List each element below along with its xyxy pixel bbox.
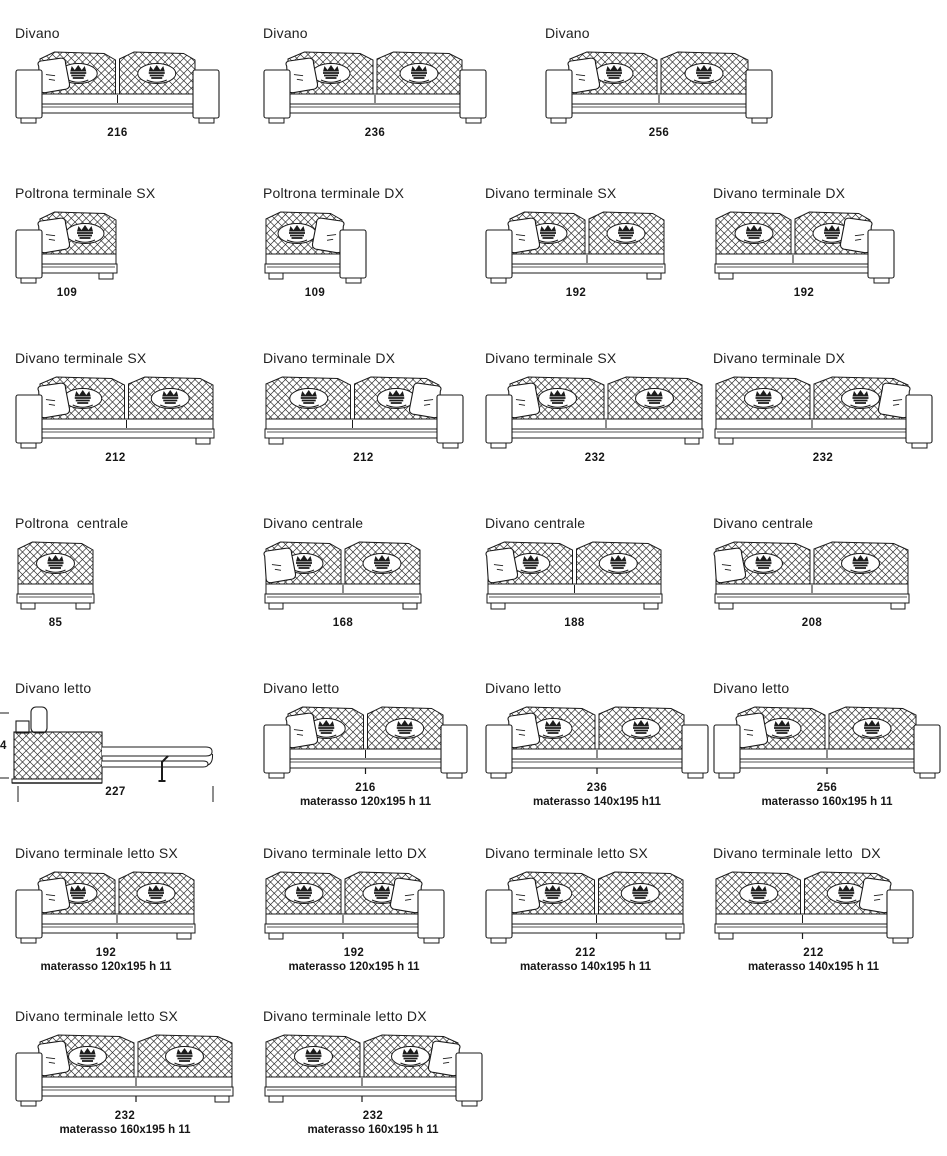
sofa-front-drawing xyxy=(713,702,941,780)
technical-drawing xyxy=(15,372,216,450)
sofa-front-drawing xyxy=(263,207,367,285)
product-label: Divano centrale xyxy=(713,515,814,531)
product-cell-divano-terminale-letto-dx xyxy=(263,1008,483,1140)
seat-and-base xyxy=(39,1077,233,1096)
technical-drawing xyxy=(15,537,96,615)
seat-and-base xyxy=(287,94,463,113)
technical-drawing xyxy=(15,1030,235,1108)
foot-left xyxy=(21,603,35,609)
crest-emblem xyxy=(745,554,783,574)
technical-drawing xyxy=(15,207,119,285)
width-dimension-label: 212 xyxy=(105,452,126,464)
armrest-right xyxy=(746,70,772,123)
crest-emblem xyxy=(534,884,572,904)
sofa-front-drawing xyxy=(263,372,464,450)
width-dimension-label: 212 xyxy=(353,452,374,464)
product-cell-divano-terminale-sx xyxy=(485,350,705,482)
armrest-left xyxy=(16,395,42,448)
seat-and-base xyxy=(715,254,871,273)
armrest-left xyxy=(486,395,512,448)
armrest-right xyxy=(914,725,940,778)
armrest-left xyxy=(486,890,512,943)
technical-drawing xyxy=(485,372,705,450)
product-cell-poltrona-centrale xyxy=(15,515,129,647)
sofa-front-drawing xyxy=(15,207,119,285)
crest-emblem xyxy=(386,719,424,739)
width-dimension-label: 232 xyxy=(812,452,834,464)
technical-drawing xyxy=(263,537,423,615)
width-dimension-label: 109 xyxy=(56,287,78,299)
width-dimension-label: 85 xyxy=(48,617,63,629)
mattress-spec-label: materasso 120x195 h 11 xyxy=(288,961,420,973)
foot-left xyxy=(269,603,283,609)
sofa-front-drawing xyxy=(485,207,667,285)
width-dimension-label: 236 xyxy=(364,127,386,139)
sofa-front-drawing xyxy=(15,47,220,125)
crest-emblem xyxy=(37,554,75,574)
crest-emblem xyxy=(312,64,350,84)
seat-and-base xyxy=(715,914,890,933)
product-cell-divano-terminale-sx xyxy=(15,350,216,482)
crest-emblem xyxy=(151,389,189,409)
armrest-left xyxy=(16,70,42,123)
width-dimension-label: 256 xyxy=(648,127,670,139)
product-cell-divano-terminale-letto-dx xyxy=(263,845,445,977)
seat-and-base xyxy=(487,584,662,603)
product-label: Poltrona terminale DX xyxy=(263,185,405,201)
crest-emblem xyxy=(842,554,880,574)
product-cell-divano-terminale-dx xyxy=(263,350,464,482)
product-cell-poltrona-terminale-sx xyxy=(15,185,156,317)
product-cell-divano-terminale-sx xyxy=(485,185,667,317)
product-label: Divano letto xyxy=(713,680,790,696)
mattress-spec-label: materasso 160x195 h 11 xyxy=(761,796,893,808)
throw-pillow xyxy=(264,548,296,584)
foot-right xyxy=(891,603,905,609)
sofa-front-drawing xyxy=(713,207,895,285)
seat-and-base xyxy=(265,584,421,603)
product-label: Divano terminale letto DX xyxy=(263,845,427,861)
sofa-front-drawing xyxy=(485,537,664,615)
product-label: Divano centrale xyxy=(485,515,586,531)
technical-drawing xyxy=(15,47,220,125)
foot-right xyxy=(685,438,699,444)
seat-and-base xyxy=(569,94,749,113)
width-dimension-label: 232 xyxy=(362,1110,384,1122)
mattress-spec-label: materasso 140x195 h 11 xyxy=(747,961,880,973)
crest-emblem xyxy=(685,64,723,84)
crest-emblem xyxy=(400,64,438,84)
crest-emblem xyxy=(137,884,175,904)
width-dimension-label: 212 xyxy=(803,947,824,959)
seat-and-base xyxy=(265,914,421,933)
crest-emblem xyxy=(534,719,572,739)
width-dimension-label: 232 xyxy=(114,1110,136,1122)
sofa-front-drawing xyxy=(545,47,773,125)
crest-emblem xyxy=(622,719,660,739)
crest-emblem xyxy=(740,884,778,904)
height-dimension-label: 4 xyxy=(0,740,7,752)
sofa-front-drawing xyxy=(15,867,197,945)
product-cell-divano-centrale xyxy=(485,515,664,647)
technical-drawing xyxy=(713,207,895,285)
product-cell-divano-terminale-letto-dx xyxy=(713,845,914,977)
width-dimension-label: 208 xyxy=(801,617,823,629)
product-cell-divano-letto xyxy=(263,680,468,812)
crest-emblem xyxy=(745,389,783,409)
armrest-right xyxy=(460,70,486,123)
width-dimension-label: 192 xyxy=(343,947,365,959)
technical-drawing xyxy=(263,47,487,125)
sofa-front-drawing xyxy=(485,372,705,450)
backrest-side-view xyxy=(12,707,102,783)
crest-emblem xyxy=(539,389,577,409)
crest-emblem xyxy=(512,554,550,574)
mattress-spec-label: materasso 160x195 h 11 xyxy=(59,1124,191,1136)
technical-drawing xyxy=(263,1030,483,1108)
technical-drawing xyxy=(15,867,197,945)
foot-left xyxy=(719,273,733,279)
product-cell-divano xyxy=(263,25,487,157)
foot-left xyxy=(269,438,283,444)
armrest-left xyxy=(264,725,290,778)
seat-and-base xyxy=(715,419,909,438)
crest-emblem xyxy=(295,1047,333,1067)
product-cell-divano-centrale xyxy=(713,515,911,647)
mattress-spec-label: materasso 120x195 h 11 xyxy=(40,961,172,973)
sofa-front-drawing xyxy=(263,537,423,615)
product-cell-divano xyxy=(15,25,220,157)
width-dimension-label: 256 xyxy=(816,782,838,794)
technical-drawing xyxy=(485,867,686,945)
product-cell-divano-terminale-letto-sx xyxy=(485,845,686,977)
foot-right xyxy=(647,273,661,279)
width-dimension-label: 216 xyxy=(107,127,128,139)
product-label: Divano terminale SX xyxy=(15,350,147,366)
product-label: Divano letto xyxy=(485,680,562,696)
product-label: Divano terminale letto DX xyxy=(713,845,881,861)
armrest-left xyxy=(264,70,290,123)
width-dimension-label: 192 xyxy=(565,287,587,299)
product-cell-divano-terminale-letto-sx xyxy=(15,845,197,977)
sofa-front-drawing xyxy=(15,537,96,615)
seat-and-base xyxy=(509,914,684,933)
crest-emblem xyxy=(599,554,637,574)
foot-left xyxy=(719,933,733,939)
product-label: Poltrona terminale SX xyxy=(15,185,156,201)
technical-drawing xyxy=(485,207,667,285)
armrest-right xyxy=(887,890,913,943)
sofa-front-drawing xyxy=(485,867,686,945)
foot-left xyxy=(269,1096,283,1102)
armrest-left xyxy=(486,725,512,778)
seat-and-base xyxy=(17,584,94,603)
armrest-right xyxy=(868,230,894,283)
sofa-front-drawing xyxy=(485,702,709,780)
mattress-spec-label: materasso 160x195 h 11 xyxy=(307,1124,439,1136)
crest-emblem xyxy=(363,554,401,574)
foot-right xyxy=(196,438,210,444)
sofa-front-drawing xyxy=(263,702,468,780)
product-cell-divano-letto xyxy=(713,680,941,812)
technical-drawing xyxy=(263,372,464,450)
foot-right xyxy=(76,603,90,609)
armrest-right xyxy=(682,725,708,778)
product-label: Divano terminale SX xyxy=(485,350,617,366)
product-cell-divano xyxy=(545,25,773,157)
crest-emblem xyxy=(166,1047,204,1067)
armrest-left xyxy=(546,70,572,123)
crest-emblem xyxy=(636,389,674,409)
width-dimension-label: 236 xyxy=(586,782,608,794)
seat-and-base xyxy=(715,584,909,603)
product-label: Divano letto xyxy=(263,680,340,696)
armrest-left xyxy=(16,230,42,283)
foot-right xyxy=(215,1096,229,1102)
seat-and-base xyxy=(39,419,214,438)
sofa-front-drawing xyxy=(713,372,933,450)
product-cell-divano-terminale-dx xyxy=(713,350,933,482)
foot-right xyxy=(403,603,417,609)
technical-drawing xyxy=(263,207,367,285)
foot-left xyxy=(491,603,505,609)
seat-and-base xyxy=(39,914,195,933)
crest-emblem xyxy=(377,389,415,409)
product-label: Divano terminale DX xyxy=(713,185,846,201)
technical-drawing xyxy=(263,702,468,780)
seat-and-base xyxy=(509,419,703,438)
crest-emblem xyxy=(607,224,645,244)
sofa-front-drawing xyxy=(15,1030,235,1108)
product-label: Divano terminale DX xyxy=(263,350,396,366)
seat-and-base xyxy=(265,1077,459,1096)
crest-emblem xyxy=(290,389,328,409)
sofa-front-drawing xyxy=(263,47,487,125)
technical-drawing xyxy=(713,372,933,450)
technical-drawing xyxy=(485,702,709,780)
width-dimension-label: 168 xyxy=(332,617,354,629)
product-label: Divano terminale SX xyxy=(485,185,617,201)
foot-right xyxy=(644,603,658,609)
crest-emblem xyxy=(763,719,801,739)
foot-left xyxy=(719,438,733,444)
product-cell-divano-letto xyxy=(485,680,709,812)
product-cell-divano-letto-top xyxy=(0,680,224,812)
armrest-right xyxy=(441,725,467,778)
armrest-left xyxy=(16,1053,42,1106)
crest-emblem xyxy=(392,1047,430,1067)
foot-right xyxy=(666,933,680,939)
product-label: Divano terminale letto SX xyxy=(15,1008,178,1024)
seat-and-base xyxy=(287,749,444,768)
technical-drawing xyxy=(713,867,914,945)
foot-left xyxy=(269,273,283,279)
crest-emblem xyxy=(853,719,891,739)
technical-drawing xyxy=(263,867,445,945)
width-dimension-label: 188 xyxy=(564,617,585,629)
armrest-right xyxy=(456,1053,482,1106)
seat-and-base xyxy=(265,419,440,438)
throw-pillow xyxy=(714,548,746,584)
sofa-front-drawing xyxy=(263,1030,483,1108)
seat-and-base xyxy=(509,749,685,768)
foot-right xyxy=(177,933,191,939)
product-label: Divano xyxy=(263,25,308,41)
armrest-right xyxy=(437,395,463,448)
width-dimension-label: 232 xyxy=(584,452,606,464)
width-dimension-label: 227 xyxy=(105,786,126,798)
product-label: Divano terminale letto SX xyxy=(485,845,648,861)
product-label: Divano terminale letto SX xyxy=(15,845,178,861)
product-label: Divano xyxy=(15,25,60,41)
armrest-right xyxy=(906,395,932,448)
foot-left xyxy=(719,603,733,609)
technical-drawing xyxy=(545,47,773,125)
technical-drawing xyxy=(713,702,941,780)
crest-emblem xyxy=(69,1047,107,1067)
width-dimension-label: 192 xyxy=(95,947,117,959)
mattress-spec-label: materasso 120x195 h 11 xyxy=(299,796,432,808)
technical-drawing xyxy=(713,537,911,615)
width-dimension-label: 212 xyxy=(575,947,596,959)
crest-emblem xyxy=(621,884,659,904)
product-cell-divano-terminale-dx xyxy=(713,185,895,317)
crest-emblem xyxy=(827,884,865,904)
product-label: Divano terminale letto DX xyxy=(263,1008,427,1024)
width-dimension-label: 109 xyxy=(304,287,326,299)
armrest-left xyxy=(714,725,740,778)
product-label: Divano letto xyxy=(15,680,92,696)
seat-and-base xyxy=(737,749,917,768)
foot-left xyxy=(269,933,283,939)
seat-and-base xyxy=(509,254,665,273)
width-dimension-label: 216 xyxy=(355,782,376,794)
mattress-spec-label: materasso 140x195 h11 xyxy=(533,796,661,808)
product-label: Divano centrale xyxy=(263,515,364,531)
product-cell-poltrona-terminale-dx xyxy=(263,185,405,317)
armrest-right xyxy=(418,890,444,943)
sofa-front-drawing xyxy=(713,867,914,945)
seat-and-base xyxy=(265,254,343,273)
crest-emblem xyxy=(842,389,880,409)
sofa-front-drawing xyxy=(263,867,445,945)
technical-drawing xyxy=(485,537,664,615)
product-label: Divano terminale DX xyxy=(713,350,846,366)
armrest-right xyxy=(340,230,366,283)
crest-emblem xyxy=(138,64,176,84)
product-label: Divano xyxy=(545,25,590,41)
crest-emblem xyxy=(735,224,773,244)
crest-emblem xyxy=(64,389,102,409)
mattress-spec-label: materasso 140x195 h 11 xyxy=(519,961,652,973)
product-cell-divano-terminale-letto-sx xyxy=(15,1008,235,1140)
crest-emblem xyxy=(66,224,104,244)
throw-pillow xyxy=(486,548,518,584)
sofa-front-drawing xyxy=(713,537,911,615)
crest-emblem xyxy=(278,224,316,244)
product-label: Poltrona centrale xyxy=(15,515,129,531)
armrest-left xyxy=(16,890,42,943)
crest-emblem xyxy=(595,64,633,84)
width-dimension-label: 192 xyxy=(793,287,815,299)
seat-and-base xyxy=(39,254,117,273)
product-cell-divano-centrale xyxy=(263,515,423,647)
seat-and-base xyxy=(39,94,196,113)
crest-emblem xyxy=(285,884,323,904)
sofa-front-drawing xyxy=(15,372,216,450)
armrest-left xyxy=(486,230,512,283)
foot-right xyxy=(99,273,113,279)
armrest-right xyxy=(193,70,219,123)
pulled-out-bed-frame xyxy=(102,747,213,781)
